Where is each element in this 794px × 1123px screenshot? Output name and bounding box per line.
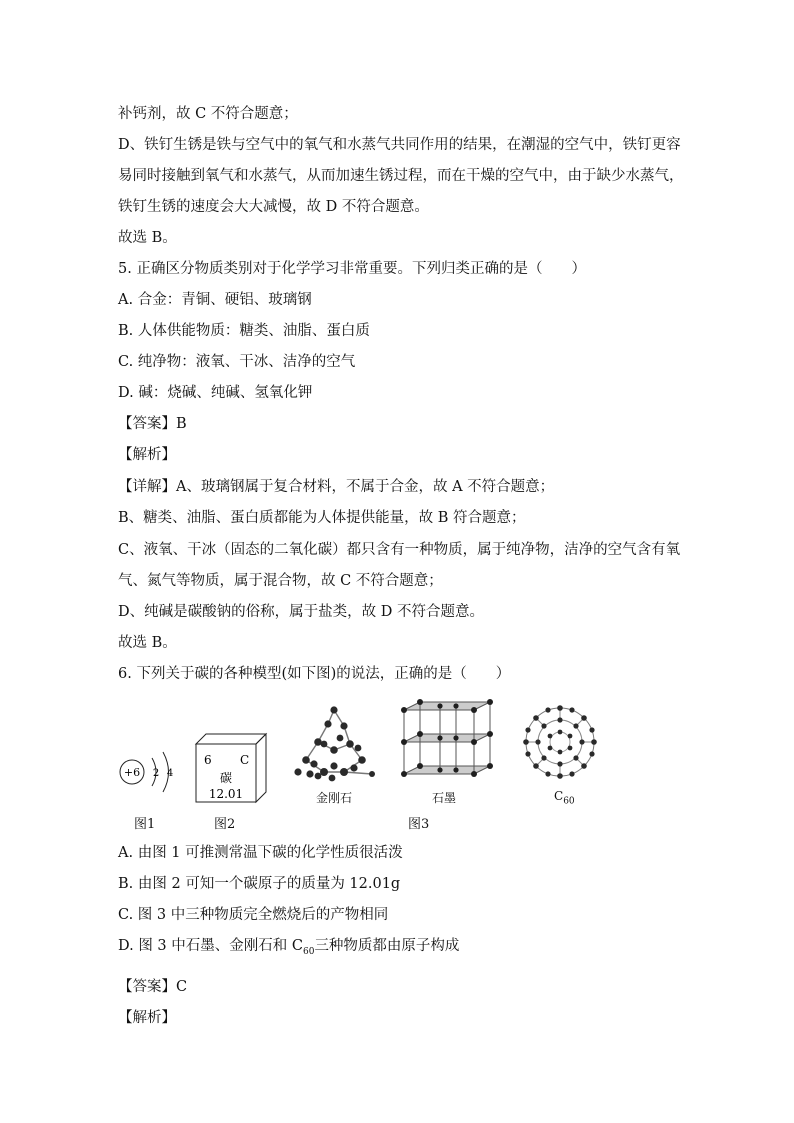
figure-2-caption: 图2	[214, 817, 236, 832]
c60-label-main: C	[554, 789, 564, 803]
figure-3-caption: 图3	[408, 817, 430, 832]
diamond-structure	[288, 702, 378, 784]
shell-1-count: 2	[152, 768, 160, 779]
atomic-number: 6	[204, 753, 212, 767]
option-a: A. 合金：青铜、硬铝、玻璃钢	[118, 292, 312, 308]
element-symbol: C	[240, 753, 250, 767]
text-line: D、铁钉生锈是铁与空气中的氧气和水蒸气共同作用的结果，在潮湿的空气中，铁钉更容	[118, 137, 681, 153]
question-5: 5. 正确区分物质类别对于化学学习非常重要。下列归类正确的是（ ）	[118, 261, 586, 277]
option-c: C. 图 3 中三种物质完全燃烧后的产物相同	[118, 907, 389, 923]
option-b: B. 人体供能物质：糖类、油脂、蛋白质	[118, 323, 370, 339]
option-d-post: 三种物质都由原子构成	[314, 938, 460, 954]
option-d	[118, 936, 459, 962]
diamond-label: 金刚石	[316, 791, 353, 805]
nucleus-charge: +6	[123, 766, 141, 779]
atomic-mass: 12.01	[208, 787, 244, 801]
element-tile	[192, 730, 268, 804]
text-line: 故选 B。	[118, 635, 177, 651]
option-c: C. 纯净物：液氧、干冰、洁净的空气	[118, 354, 356, 370]
option-d-pre: D. 图 3 中石墨、金刚石和 C	[118, 938, 303, 954]
text-line: 气、氮气等物质，属于混合物，故 C 不符合题意；	[118, 573, 443, 589]
element-name: 碳	[219, 771, 233, 785]
answer-label: 【答案】C	[118, 979, 188, 995]
text-line: C、液氧、干冰（固态的二氧化碳）都只含有一种物质，属于纯净物，洁净的空气含有氧	[118, 542, 681, 558]
text-line: 铁钉生锈的速度会大大减慢，故 D 不符合题意。	[118, 199, 429, 215]
option-a: A. 由图 1 可推测常温下碳的化学性质很活泼	[118, 845, 403, 861]
text-line: 补钙剂，故 C 不符合题意；	[118, 106, 298, 122]
option-d: D. 碱：烧碱、纯碱、氢氧化钾	[118, 385, 313, 401]
c60-label-sub: 60	[563, 796, 575, 807]
text-line: 易同时接触到氧气和水蒸气，从而加速生锈过程，而在干燥的空气中，由于缺少水蒸气，	[118, 168, 684, 184]
text-line: 【详解】A、玻璃钢属于复合材料，不属于合金，故 A 不符合题意；	[118, 479, 555, 495]
analysis-label: 【解析】	[118, 447, 176, 463]
answer-label: 【答案】B	[118, 416, 187, 432]
shell-2-count: 4	[166, 768, 174, 779]
c60-structure	[520, 702, 600, 782]
analysis-label: 【解析】	[118, 1010, 176, 1026]
text-line: 故选 B。	[118, 230, 177, 246]
question-6: 6. 下列关于碳的各种模型(如下图)的说法，正确的是（ ）	[118, 666, 511, 682]
atom-structure-diagram	[118, 742, 188, 802]
text-line: B、糖类、油脂、蛋白质都能为人体提供能量，故 B 符合题意；	[118, 510, 526, 526]
graphite-structure	[390, 696, 498, 784]
figure-1-caption: 图1	[134, 817, 156, 832]
graphite-label: 石墨	[432, 791, 457, 805]
c60-label	[554, 789, 575, 806]
option-d-sub: 60	[302, 946, 315, 957]
text-line: D、纯碱是碳酸钠的俗称，属于盐类，故 D 不符合题意。	[118, 604, 484, 620]
option-b: B. 由图 2 可知一个碳原子的质量为 12.01g	[118, 876, 401, 892]
